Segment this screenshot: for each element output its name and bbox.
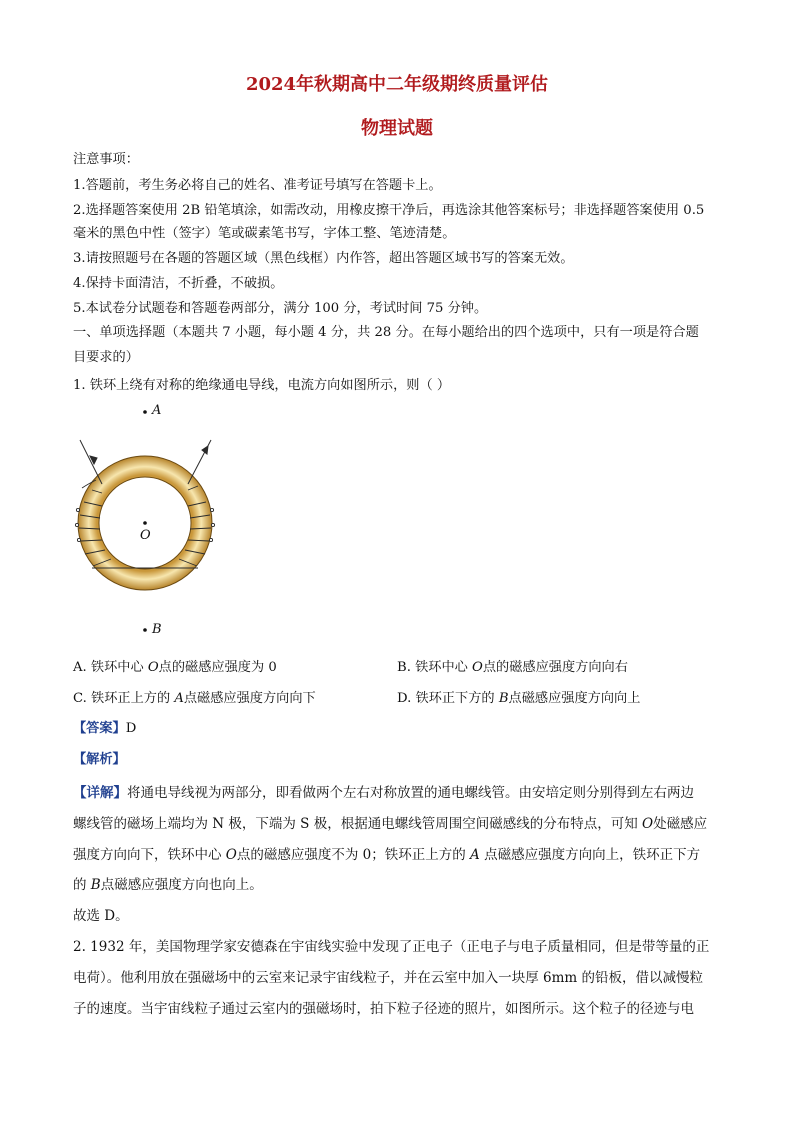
option-a: A. 铁环中心 O点的磁感应强度为 0	[73, 660, 277, 675]
page-title: 2024年秋期高中二年级期终质量评估	[245, 74, 549, 95]
option-d: D. 铁环正下方的 B点磁感应强度方向向上	[397, 691, 641, 706]
notice-item: 3.请按照题号在各题的答题区域（黑色线框）内作答，超出答题区域书写的答案无效。	[73, 251, 574, 266]
question-2-line: 子的速度。当宇宙线粒子通过云室内的强磁场时，拍下粒子径迹的照片，如图所示。这个粒子的径迹与电	[73, 1001, 694, 1017]
question-1-stem: 1. 铁环上绕有对称的绝缘通电导线，电流方向如图所示，则（ ）	[73, 378, 451, 393]
iron-ring-diagram	[66, 398, 226, 643]
detail-line-1: 【详解】将通电导线视为两部分，即看做两个左右对称放置的通电螺线管。由安培定则分别得到左右两边	[73, 785, 694, 801]
detail-line-2: 螺线管的磁场上端均为 N 极，下端为 S 极，根据通电螺线管周围空间磁感线的分布特点，可知 O处磁感应	[73, 816, 708, 832]
detail-tag: 【详解】	[73, 785, 127, 801]
answer-line	[73, 717, 136, 736]
answer-value: D	[125, 721, 137, 736]
label-b: B	[152, 622, 162, 637]
section-heading-cont: 目要求的）	[73, 350, 139, 365]
conclusion-line: 故选 D。	[73, 908, 129, 924]
detail-line-3: 强度方向向下，铁环中心 O点的磁感应强度不为 0；铁环正上方的 A 点磁感应强度方向向上，铁环正下方	[73, 847, 701, 863]
notice-item: 4.保持卡面清洁，不折叠，不破损。	[73, 276, 284, 291]
detail-line-4: 的 B点磁感应强度方向也向上。	[73, 877, 263, 893]
question-2-line: 2. 1932 年，美国物理学家安德森在宇宙线实验中发现了正电子（正电子与电子质量相同，但是带等量的正	[73, 939, 710, 955]
option-c: C. 铁环正上方的 A点磁感应强度方向向下	[73, 691, 316, 706]
notice-item: 1.答题前，考生务必将自己的姓名、准考证号填写在答题卡上。	[73, 178, 442, 193]
page-subtitle: 物理试题	[361, 118, 433, 139]
section-heading: 一、单项选择题（本题共 7 小题，每小题 4 分，共 28 分。在每小题给出的四个选项中，只有一项是符合题	[73, 325, 699, 340]
notice-heading: 注意事项：	[73, 152, 139, 167]
point-a-dot	[143, 410, 147, 414]
question-2-line: 电荷）。他利用放在强磁场中的云室来记录宇宙线粒子，并在云室中加入一块厚 6mm 的铅板，借以减慢粒	[73, 970, 704, 986]
answer-tag: 【答案】	[73, 721, 126, 736]
notice-item: 5.本试卷分试题卷和答题卷两部分，满分 100 分，考试时间 75 分钟。	[73, 301, 488, 316]
point-o-dot	[143, 521, 147, 525]
label-a: A	[152, 403, 162, 418]
iron-ring-figure	[66, 398, 226, 643]
notice-item: 毫米的黑色中性（签字）笔或碳素笔书写，字体工整、笔迹清楚。	[73, 226, 456, 241]
point-b-dot	[143, 628, 147, 632]
notice-item: 2.选择题答案使用 2B 铅笔填涂，如需改动，用橡皮擦干净后，再选涂其他答案标号；非选择题答案使用 0.5	[73, 203, 705, 218]
option-b: B. 铁环中心 O点的磁感应强度方向向右	[397, 660, 628, 675]
analysis-tag: 【解析】	[73, 752, 126, 767]
label-o: O	[140, 528, 151, 543]
